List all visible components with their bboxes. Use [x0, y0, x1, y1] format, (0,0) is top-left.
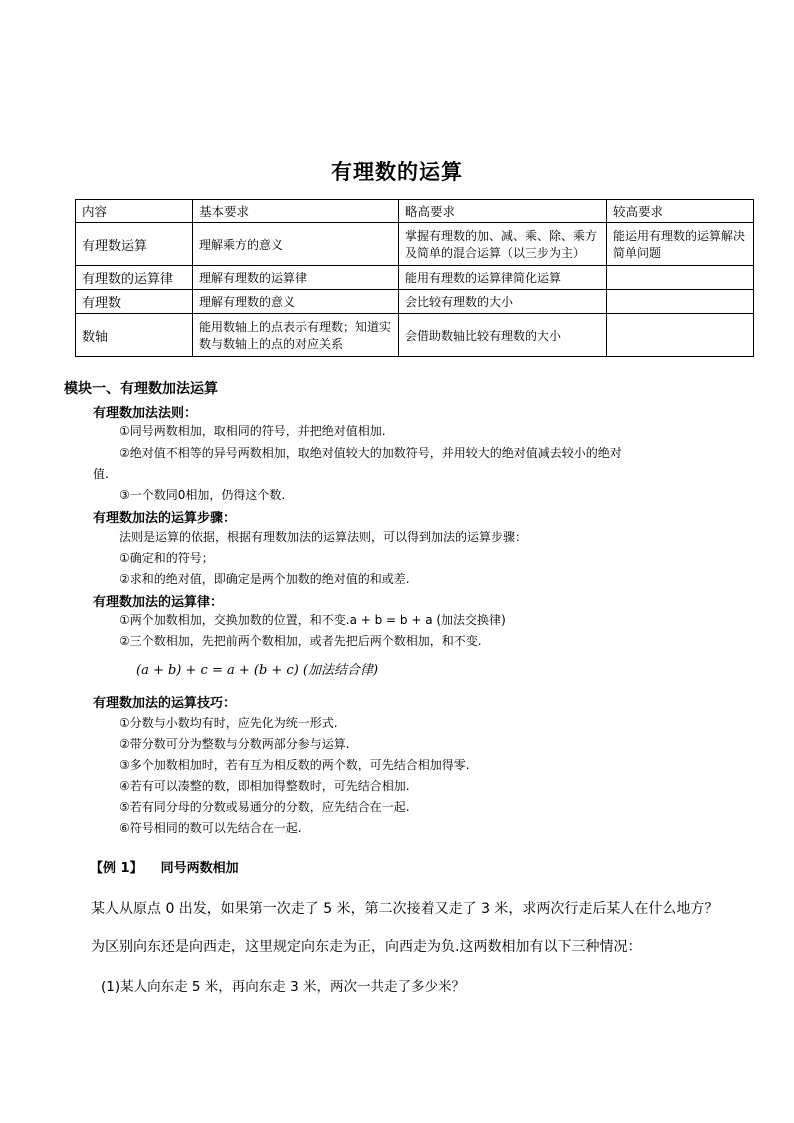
table-cell: 数轴	[76, 314, 193, 357]
tip-line: ④若有可以凑整的数，即相加得整数时，可先结合相加.	[119, 779, 410, 793]
example-tag: 【例 1】	[90, 861, 143, 876]
table-cell: 理解有理数的运算律	[193, 266, 399, 290]
table-header-cell: 较高要求	[607, 200, 754, 223]
example-case-1: (1)某人向东走 5 米，再向东走 3 米，两次一共走了多少米？	[101, 979, 465, 995]
table-row	[76, 223, 754, 266]
table-cell: 掌握有理数的加、减、乘、除、乘方及简单的混合运算（以三步为主）	[399, 223, 607, 266]
rule-line: ②绝对值不相等的异号两数相加，取绝对值较大的加数符号，并用较大的绝对值减去较小的绝对	[119, 446, 622, 460]
table-row	[76, 266, 754, 290]
rule-line: 值.	[93, 467, 109, 481]
rules-heading: 有理数加法法则：	[93, 406, 198, 421]
table-cell: 理解乘方的意义	[193, 223, 399, 266]
tip-line: ②带分数可分为整数与分数两部分参与运算.	[119, 737, 350, 751]
law-line: ①两个加数相加，交换加数的位置，和不变.a + b = b + a (加法交换律)	[119, 613, 506, 627]
tip-line: ⑤若有同分母的分数或易通分的分数，应先结合在一起.	[119, 800, 410, 814]
table-cell: 有理数运算	[76, 223, 193, 266]
example-title: 同号两数相加	[160, 861, 239, 876]
tip-line: ⑥符号相同的数可以先结合在一起.	[119, 821, 302, 835]
table-cell	[607, 266, 754, 290]
table-header-row	[76, 200, 754, 223]
table-header-cell: 内容	[76, 200, 193, 223]
tip-line: ③多个加数相加时，若有互为相反数的两个数，可先结合相加得零.	[119, 758, 470, 772]
rule-line: ①同号两数相加，取相同的符号，并把绝对值相加.	[119, 424, 386, 438]
example-problem: 某人从原点 0 出发，如果第一次走了 5 米，第二次接着又走了 3 米，求两次行走后某人在什么地方？	[91, 901, 719, 917]
step-line: ②求和的绝对值，即确定是两个加数的绝对值的和或差.	[119, 572, 410, 586]
tip-line: ①分数与小数均有时，应先化为统一形式.	[119, 716, 338, 730]
table-cell: 会借助数轴比较有理数的大小	[399, 314, 607, 357]
module-heading: 模块一、有理数加法运算	[64, 381, 218, 397]
tips-heading: 有理数加法的运算技巧：	[93, 696, 237, 711]
table-cell: 理解有理数的意义	[193, 290, 399, 314]
table-header-cell: 基本要求	[193, 200, 399, 223]
steps-heading: 有理数加法的运算步骤：	[93, 511, 237, 526]
example-explanation: 为区别向东还是向西走，这里规定向东走为正，向西走为负.这两数相加有以下三种情况：	[91, 939, 642, 955]
laws-heading: 有理数加法的运算律：	[93, 595, 224, 610]
table-cell: 能运用有理数的运算解决简单问题	[607, 223, 754, 266]
table-row	[76, 314, 754, 357]
associative-law-formula: (a + b) + c = a + (b + c) (加法结合律)	[136, 663, 379, 678]
rule-line: ③一个数同0相加，仍得这个数.	[119, 488, 286, 502]
step-line: ①确定和的符号；	[119, 551, 214, 565]
table-cell: 能用数轴上的点表示有理数；知道实数与数轴上的点的对应关系	[193, 314, 399, 357]
example-heading	[90, 857, 239, 876]
table-cell: 会比较有理数的大小	[399, 290, 607, 314]
law-line: ②三个数相加，先把前两个数相加，或者先把后两个数相加，和不变.	[119, 634, 482, 648]
table-cell: 有理数的运算律	[76, 266, 193, 290]
requirements-table	[75, 199, 754, 357]
table-cell: 有理数	[76, 290, 193, 314]
table-cell: 能用有理数的运算律简化运算	[399, 266, 607, 290]
table-header-cell: 略高要求	[399, 200, 607, 223]
steps-intro: 法则是运算的依据，根据有理数加法的运算法则，可以得到加法的运算步骤：	[119, 530, 528, 544]
table-cell	[607, 314, 754, 357]
table-cell	[607, 290, 754, 314]
table-row	[76, 290, 754, 314]
page-title: 有理数的运算	[331, 160, 463, 184]
